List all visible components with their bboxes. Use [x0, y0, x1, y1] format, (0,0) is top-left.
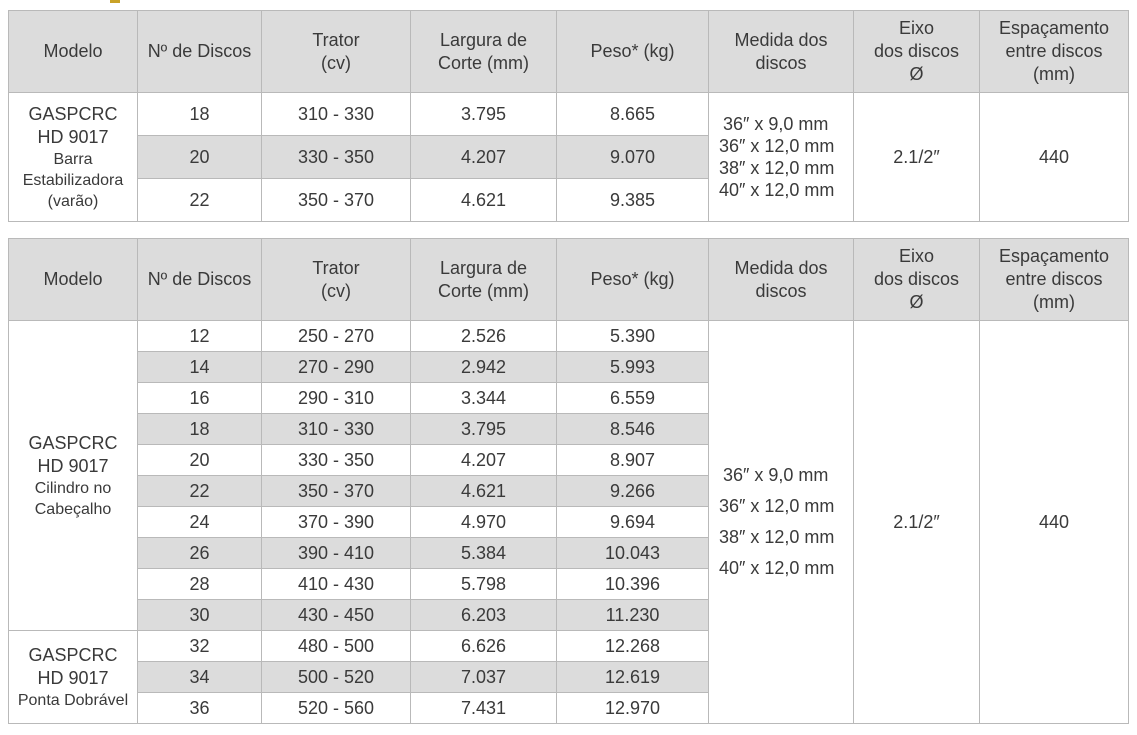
- largura-cell: 2.526: [411, 321, 557, 352]
- discos-cell: 18: [138, 93, 262, 136]
- model-cell: GASPCRC HD 9017 Barra Estabilizadora (varão): [9, 93, 138, 222]
- discos-cell: 26: [138, 538, 262, 569]
- discos-cell: 16: [138, 383, 262, 414]
- largura-cell: 4.621: [411, 179, 557, 222]
- trator-cell: 480 - 500: [262, 631, 411, 662]
- largura-cell: 4.207: [411, 445, 557, 476]
- eixo-cell: 2.1/2″: [854, 93, 980, 222]
- largura-cell: 6.203: [411, 600, 557, 631]
- spec-table-barra-estabilizadora: [8, 10, 1129, 222]
- peso-cell: 12.268: [557, 631, 709, 662]
- peso-cell: 8.546: [557, 414, 709, 445]
- header-medida: Medida dos discos: [709, 239, 854, 321]
- discos-cell: 22: [138, 476, 262, 507]
- discos-cell: 20: [138, 136, 262, 179]
- trator-cell: 370 - 390: [262, 507, 411, 538]
- peso-cell: 9.266: [557, 476, 709, 507]
- header-modelo: Modelo: [9, 11, 138, 93]
- trator-cell: 250 - 270: [262, 321, 411, 352]
- header-discos: Nº de Discos: [138, 11, 262, 93]
- trator-cell: 350 - 370: [262, 179, 411, 222]
- trator-cell: 520 - 560: [262, 693, 411, 724]
- discos-cell: 28: [138, 569, 262, 600]
- table-row: [9, 321, 1129, 352]
- header-eixo: Eixo dos discos Ø: [854, 239, 980, 321]
- peso-cell: 12.619: [557, 662, 709, 693]
- header-trator: Trator (cv): [262, 239, 411, 321]
- trator-cell: 350 - 370: [262, 476, 411, 507]
- header-eixo: Eixo dos discos Ø: [854, 11, 980, 93]
- peso-cell: 9.694: [557, 507, 709, 538]
- header-discos: Nº de Discos: [138, 239, 262, 321]
- peso-cell: 9.070: [557, 136, 709, 179]
- trator-cell: 410 - 430: [262, 569, 411, 600]
- eixo-cell: 2.1/2″: [854, 321, 980, 724]
- discos-cell: 20: [138, 445, 262, 476]
- peso-cell: 10.043: [557, 538, 709, 569]
- trator-cell: 270 - 290: [262, 352, 411, 383]
- header-trator: Trator (cv): [262, 11, 411, 93]
- espacamento-cell: 440: [980, 93, 1129, 222]
- header-modelo: Modelo: [9, 239, 138, 321]
- largura-cell: 5.384: [411, 538, 557, 569]
- peso-cell: 8.907: [557, 445, 709, 476]
- peso-cell: 6.559: [557, 383, 709, 414]
- largura-cell: 2.942: [411, 352, 557, 383]
- trator-cell: 430 - 450: [262, 600, 411, 631]
- model-cell-ponta: GASPCRC HD 9017 Ponta Dobrável: [9, 631, 138, 724]
- table-row: [9, 93, 1129, 136]
- largura-cell: 3.344: [411, 383, 557, 414]
- trator-cell: 330 - 350: [262, 136, 411, 179]
- header-espacamento: Espaçamento entre discos (mm): [980, 239, 1129, 321]
- discos-cell: 32: [138, 631, 262, 662]
- top-accent-mark: [110, 0, 120, 3]
- peso-cell: 10.396: [557, 569, 709, 600]
- header-largura: Largura de Corte (mm): [411, 239, 557, 321]
- header-medida: Medida dos discos: [709, 11, 854, 93]
- discos-cell: 24: [138, 507, 262, 538]
- header-espacamento: Espaçamento entre discos (mm): [980, 11, 1129, 93]
- medida-cell: 36″ x 9,0 mm 36″ x 12,0 mm 38″ x 12,0 mm 40″ x 12,0 mm: [709, 321, 854, 724]
- model-cell-cilindro: GASPCRC HD 9017 Cilindro no Cabeçalho: [9, 321, 138, 631]
- trator-cell: 390 - 410: [262, 538, 411, 569]
- peso-cell: 8.665: [557, 93, 709, 136]
- largura-cell: 7.431: [411, 693, 557, 724]
- trator-cell: 290 - 310: [262, 383, 411, 414]
- header-peso: Peso* (kg): [557, 239, 709, 321]
- espacamento-cell: 440: [980, 321, 1129, 724]
- largura-cell: 7.037: [411, 662, 557, 693]
- header-row: [9, 239, 1129, 321]
- largura-cell: 6.626: [411, 631, 557, 662]
- discos-cell: 22: [138, 179, 262, 222]
- largura-cell: 4.621: [411, 476, 557, 507]
- largura-cell: 4.207: [411, 136, 557, 179]
- discos-cell: 18: [138, 414, 262, 445]
- spec-table-cilindro-ponta: [8, 238, 1129, 724]
- largura-cell: 5.798: [411, 569, 557, 600]
- largura-cell: 3.795: [411, 93, 557, 136]
- header-largura: Largura de Corte (mm): [411, 11, 557, 93]
- discos-cell: 34: [138, 662, 262, 693]
- discos-cell: 30: [138, 600, 262, 631]
- peso-cell: 9.385: [557, 179, 709, 222]
- largura-cell: 3.795: [411, 414, 557, 445]
- trator-cell: 310 - 330: [262, 414, 411, 445]
- header-row: [9, 11, 1129, 93]
- discos-cell: 14: [138, 352, 262, 383]
- trator-cell: 330 - 350: [262, 445, 411, 476]
- peso-cell: 5.993: [557, 352, 709, 383]
- peso-cell: 11.230: [557, 600, 709, 631]
- largura-cell: 4.970: [411, 507, 557, 538]
- discos-cell: 36: [138, 693, 262, 724]
- trator-cell: 310 - 330: [262, 93, 411, 136]
- header-peso: Peso* (kg): [557, 11, 709, 93]
- peso-cell: 12.970: [557, 693, 709, 724]
- trator-cell: 500 - 520: [262, 662, 411, 693]
- medida-cell: 36″ x 9,0 mm 36″ x 12,0 mm 38″ x 12,0 mm 40″ x 12,0 mm: [709, 93, 854, 222]
- peso-cell: 5.390: [557, 321, 709, 352]
- discos-cell: 12: [138, 321, 262, 352]
